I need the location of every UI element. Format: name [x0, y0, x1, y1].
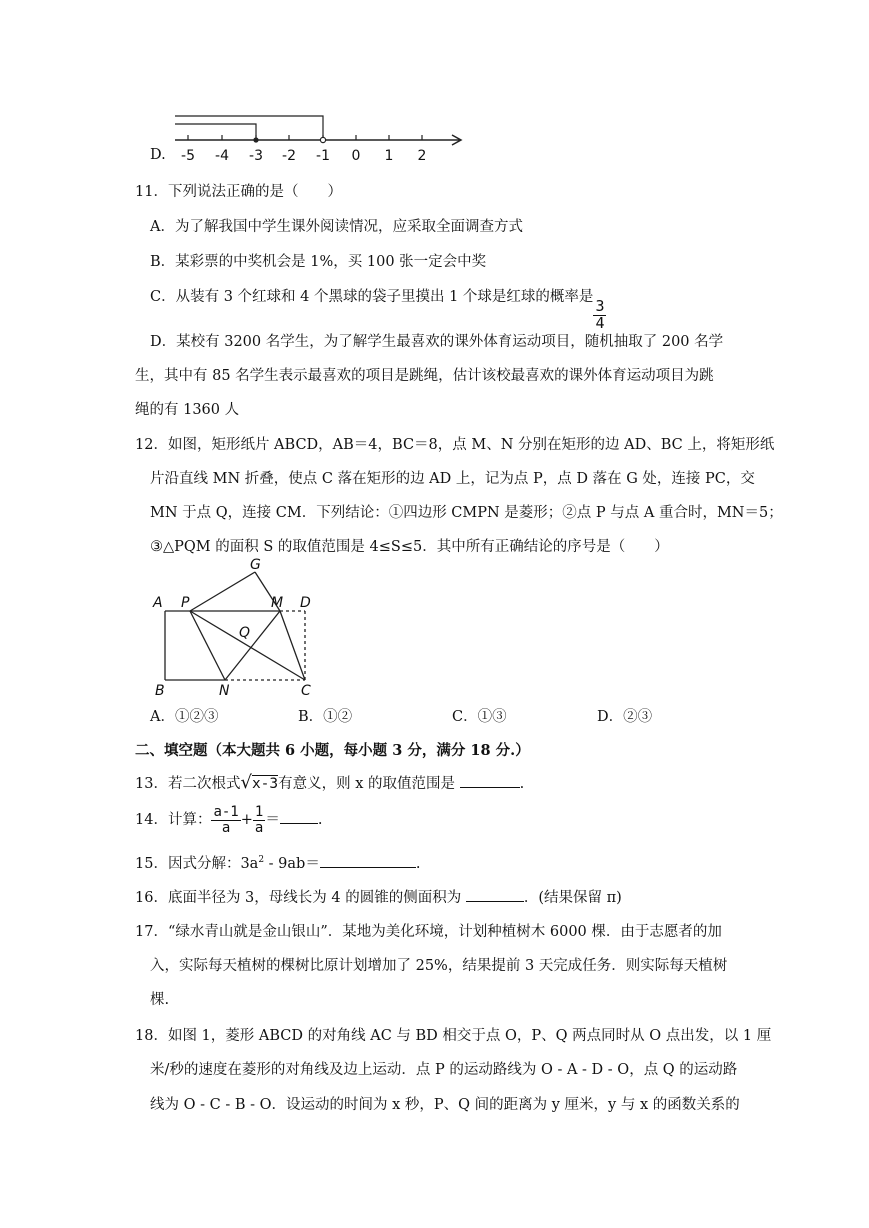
q14 — [135, 805, 322, 835]
tick-label: -3 — [249, 148, 263, 164]
q16-post: ．(结果保留 π) — [523, 890, 622, 906]
tick-label: 0 — [351, 148, 361, 164]
q16 — [135, 886, 622, 907]
q13-pre: 13．若二次根式 — [135, 776, 241, 792]
q14-end: . — [317, 812, 323, 829]
q14-pre: 14．计算： — [135, 812, 212, 829]
q17-line3: 棵. — [150, 992, 170, 1008]
q11-stem: 11．下列说法正确的是（ ） — [135, 184, 342, 200]
q13-radicand: x-3 — [251, 776, 279, 792]
tick-label: -5 — [181, 148, 195, 164]
q18-line2: 米/秒的速度在菱形的对角线及边上运动．点 P 的运动路线为 O - A - D - O，点 Q 的运动路 — [150, 1062, 738, 1078]
q11-option-a: A．为了解我国中学生课外阅读情况，应采取全面调查方式 — [150, 219, 523, 235]
q12-line2: 片沿直线 MN 折叠，使点 C 落在矩形的边 AD 上，记为点 P，点 D 落在 G 处，连接 PC，交 — [150, 471, 755, 487]
fraction-1-over-a: $\frac{1}{a}$ — [254, 804, 264, 836]
q17-line1: 17．“绿水青山就是金山银山”．某地为美化环境，计划种植树木 6000 棵．由于志愿者的加 — [135, 924, 722, 940]
label-p: P — [181, 595, 190, 611]
closed-point-minus3 — [253, 137, 258, 142]
equals-sign: ＝ — [265, 812, 280, 829]
q11-option-d-line3: 绳的有 1360 人 — [135, 402, 240, 418]
tick-label: -2 — [282, 148, 296, 164]
tick-label: 2 — [417, 148, 427, 164]
q18-line1: 18．如图 1，菱形 ABCD 的对角线 AC 与 BD 相交于点 O，P、Q 两点同时从 O 点出发，以 1 厘 — [135, 1028, 772, 1044]
q12-option-b: B．①② — [298, 709, 353, 725]
q16-pre: 16．底面半径为 3，母线长为 4 的圆锥的侧面积为 — [135, 890, 462, 906]
q13 — [135, 772, 524, 793]
q15-end: . — [415, 856, 421, 872]
fraction-3-4: $\frac{3}{4}$ — [595, 297, 605, 332]
q10-option-d-label: D. — [150, 147, 166, 163]
q12-line3: MN 于点 Q，连接 CM．下列结论：①四边形 CMPN 是菱形；②点 P 与点 A 重合时，MN＝5； — [150, 505, 783, 521]
label-m: M — [271, 595, 284, 611]
label-c: C — [301, 683, 311, 699]
label-n: N — [219, 683, 230, 699]
q12-option-d: D．②③ — [597, 709, 653, 725]
q11-option-c — [150, 285, 606, 332]
label-g: G — [250, 557, 261, 573]
q15-post: - 9ab＝ — [264, 856, 320, 872]
q15 — [135, 852, 420, 873]
label-b: B — [155, 683, 165, 699]
exponent: 2 — [258, 855, 265, 866]
tick-label: -1 — [316, 148, 330, 164]
answer-blank[interactable] — [280, 809, 318, 824]
q11-option-b: B．某彩票的中奖机会是 1%，买 100 张一定会中奖 — [150, 254, 487, 270]
sqrt-sign: √ — [240, 772, 252, 793]
label-q: Q — [239, 625, 251, 641]
q12-line1: 12．如图，矩形纸片 ABCD，AB＝4，BC＝8，点 M、N 分别在矩形的边 AD、BC 上，将矩形纸 — [135, 437, 775, 453]
section-heading-fill-in: 二、填空题（本大题共 6 小题，每小题 3 分，满分 18 分.） — [135, 742, 530, 759]
q15-pre: 15．因式分解：3a — [135, 856, 259, 872]
number-line-figure — [170, 108, 470, 168]
answer-blank[interactable] — [320, 853, 416, 868]
open-point-minus1 — [320, 137, 325, 142]
q13-end: . — [519, 776, 525, 792]
q11-option-d-line2: 生，其中有 85 名学生表示最喜欢的项目是跳绳，估计该校最喜欢的课外体育运动项目为跳 — [135, 368, 714, 384]
q18-line3: 线为 O - C - B - O．设运动的时间为 x 秒，P、Q 间的距离为 y 厘米，y 与 x 的函数关系的 — [150, 1097, 740, 1113]
q12-option-c: C．①③ — [452, 709, 507, 725]
tick-label: 1 — [384, 148, 394, 164]
q11-option-c-text: C．从装有 3 个红球和 4 个黑球的袋子里摸出 1 个球是红球的概率是 — [150, 289, 594, 305]
label-d: D — [300, 595, 311, 611]
label-a: A — [153, 595, 163, 611]
rectangle-fold-figure — [145, 555, 335, 705]
q12-line4: ③△PQM 的面积 S 的取值范围是 4≤S≤5．其中所有正确结论的序号是（ ） — [150, 539, 669, 555]
q17-line2: 入，实际每天植树的棵树比原计划增加了 25%，结果提前 3 天完成任务．则实际每天植树 — [150, 958, 728, 974]
answer-blank[interactable] — [466, 887, 524, 902]
answer-blank[interactable] — [460, 773, 520, 788]
plus-sign: + — [240, 812, 253, 829]
tick-label: -4 — [215, 148, 229, 164]
fraction-a-1-over-a: $\frac{a-1}{a}$ — [213, 804, 239, 836]
q11-option-d-line1: D．某校有 3200 名学生，为了解学生最喜欢的课外体育运动项目，随机抽取了 200 名学 — [150, 334, 724, 350]
q12-option-a: A．①②③ — [150, 709, 219, 725]
q13-post: 有意义，则 x 的取值范围是 — [278, 776, 456, 792]
